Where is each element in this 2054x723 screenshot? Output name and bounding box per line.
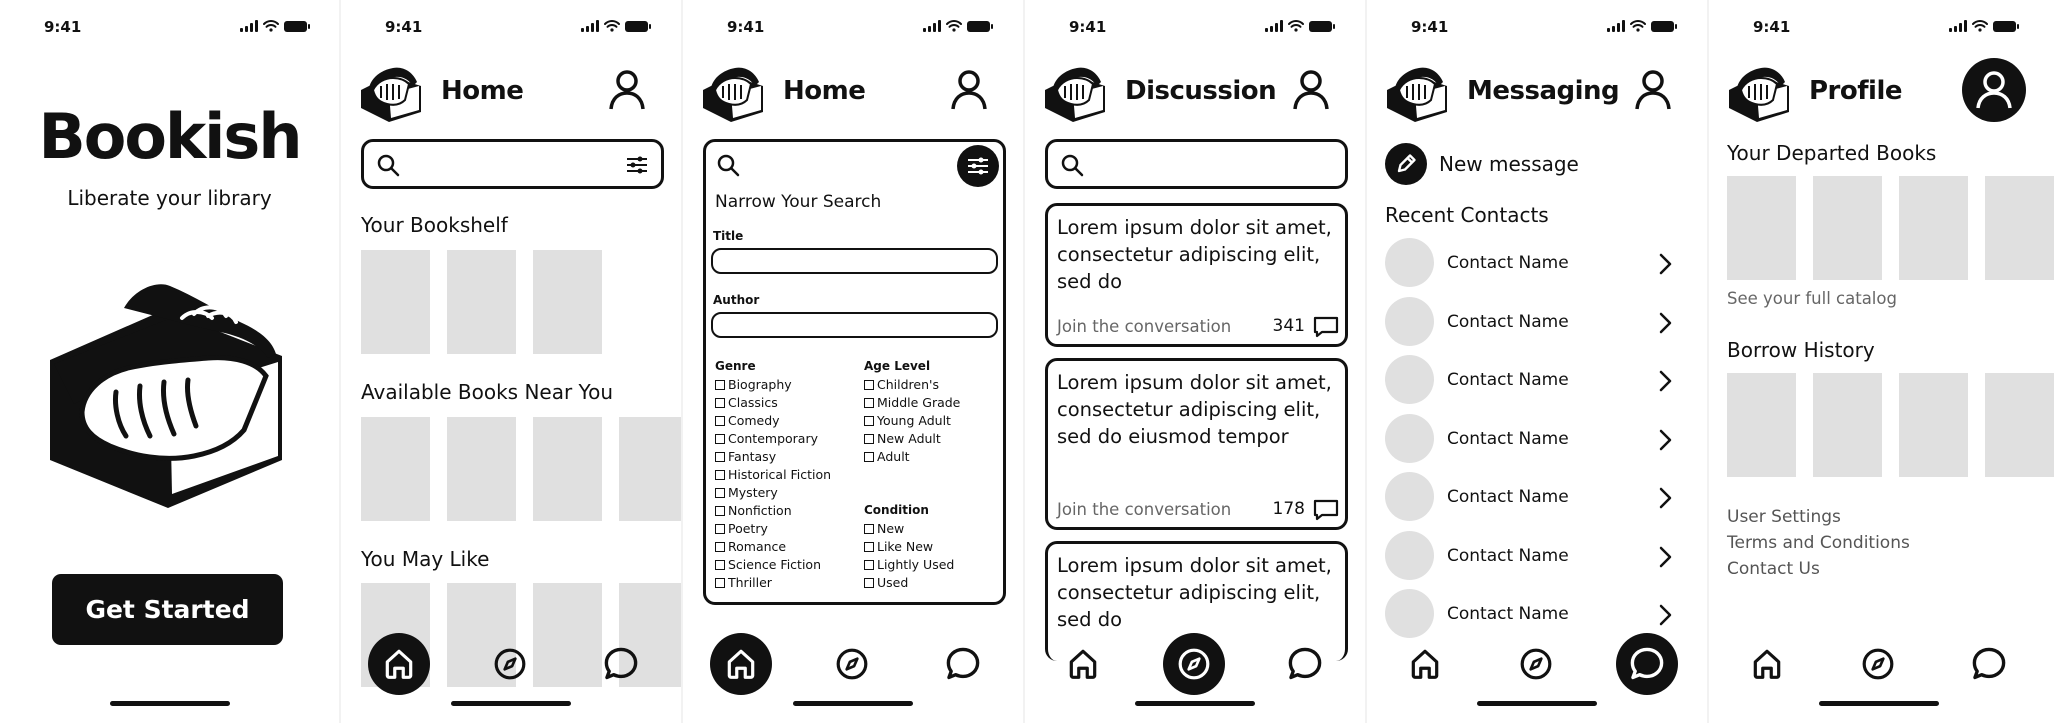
- battery-icon: [1651, 21, 1674, 32]
- profile-icon: [1962, 58, 2026, 122]
- bookshelf-row: [361, 250, 602, 354]
- status-bar: [0, 16, 339, 38]
- nav-explore-button[interactable]: [479, 633, 541, 695]
- avatar: [1385, 238, 1434, 287]
- status-time: 9:41: [1069, 18, 1107, 36]
- profile-icon[interactable]: [946, 66, 992, 112]
- discussion-card[interactable]: [1045, 358, 1348, 530]
- status-time: 9:41: [727, 18, 765, 36]
- page-title: Discussion: [1125, 76, 1277, 106]
- compass-icon: [493, 647, 527, 681]
- checkbox[interactable]: [864, 380, 874, 390]
- checkbox[interactable]: [864, 560, 874, 570]
- checkbox[interactable]: [715, 488, 725, 498]
- new-message-button[interactable]: [1385, 143, 1685, 185]
- join-conversation-link[interactable]: Join the conversation: [1057, 317, 1232, 336]
- may-like-row: [361, 583, 688, 619]
- genre-label: Genre: [715, 359, 756, 373]
- bookish-logo-icon: [1385, 60, 1457, 124]
- chevron-right-icon: [1657, 545, 1673, 569]
- section-title-bookshelf: Your Bookshelf: [361, 213, 508, 237]
- bottom-nav: [1367, 630, 1706, 700]
- nav-explore-button[interactable]: [1505, 633, 1567, 695]
- avatar: [1385, 355, 1434, 404]
- bookish-logo-icon: [701, 60, 773, 124]
- status-time: 9:41: [385, 18, 423, 36]
- filter-toggle-button[interactable]: [957, 145, 999, 187]
- search-icon: [376, 153, 400, 177]
- filter-screen: [683, 0, 1022, 723]
- wifi-icon: [1288, 20, 1304, 32]
- comment-count: 178: [1272, 499, 1305, 519]
- join-conversation-link[interactable]: Join the conversation: [1057, 500, 1232, 519]
- wifi-icon: [1630, 20, 1646, 32]
- checkbox[interactable]: [715, 470, 725, 480]
- checkbox[interactable]: [864, 452, 874, 462]
- avatar: [1385, 472, 1434, 521]
- app-header: [1727, 58, 2030, 126]
- compass-icon: [1519, 647, 1553, 681]
- book-cover[interactable]: [1899, 176, 1968, 280]
- nav-chat-button[interactable]: [1274, 633, 1336, 695]
- departed-books-heading: Your Departed Books: [1727, 141, 1937, 165]
- genre-option[interactable]: Biography: [715, 376, 831, 394]
- discussion-text: Lorem ipsum dolor sit amet, consectetur adipiscing elit, sed do eiusmod tempor: [1057, 371, 1332, 448]
- contact-row[interactable]: [1385, 355, 1687, 405]
- bottom-nav: [683, 630, 1022, 700]
- signal-icon: [923, 20, 941, 32]
- checkbox[interactable]: [715, 506, 725, 516]
- checkbox[interactable]: [864, 578, 874, 588]
- book-cover[interactable]: [361, 250, 430, 354]
- status-icons: [923, 20, 990, 32]
- filter-icon: [966, 154, 990, 178]
- onboarding-screen: [0, 0, 339, 723]
- nav-chat-button[interactable]: [1616, 633, 1678, 695]
- checkbox[interactable]: [715, 524, 725, 534]
- departed-books-row: [1727, 176, 2054, 280]
- pencil-icon: [1385, 143, 1427, 185]
- contact-name: Contact Name: [1447, 253, 1569, 273]
- comment-count: 341: [1272, 316, 1305, 336]
- checkbox[interactable]: [715, 434, 725, 444]
- age-option[interactable]: Middle Grade: [864, 394, 960, 412]
- card-clip: [1025, 541, 1364, 631]
- signal-icon: [581, 20, 599, 32]
- genre-option[interactable]: Science Fiction: [715, 556, 831, 574]
- nearby-row: [361, 417, 688, 521]
- bookish-logo-icon: [359, 60, 431, 124]
- book-cover[interactable]: [1727, 373, 1796, 477]
- page-title: Home: [783, 76, 866, 106]
- messaging-screen: [1367, 0, 1706, 723]
- checkbox[interactable]: [864, 542, 874, 552]
- contact-name: Contact Name: [1447, 429, 1569, 449]
- book-cover[interactable]: [1985, 176, 2054, 280]
- checkbox[interactable]: [715, 452, 725, 462]
- book-hands-illustration: [44, 280, 300, 510]
- message-icon: [1313, 499, 1339, 521]
- nav-home-button[interactable]: [710, 633, 772, 695]
- page-title: Home: [441, 76, 524, 106]
- discussion-text: Lorem ipsum dolor sit amet, consectetur adipiscing elit, sed do: [1057, 554, 1332, 631]
- book-cover[interactable]: [533, 417, 602, 521]
- nav-home-button[interactable]: [1736, 633, 1798, 695]
- chat-icon: [1287, 646, 1323, 682]
- genre-option[interactable]: Nonfiction: [715, 502, 831, 520]
- page-title: Profile: [1809, 76, 1903, 106]
- checkbox[interactable]: [715, 560, 725, 570]
- app-header: [359, 58, 662, 126]
- age-option[interactable]: Children's: [864, 376, 960, 394]
- status-icons: [1607, 20, 1674, 32]
- nav-home-button[interactable]: [1394, 633, 1456, 695]
- search-bar[interactable]: [1045, 139, 1348, 189]
- contact-name: Contact Name: [1447, 604, 1569, 624]
- nav-home-button[interactable]: [1052, 633, 1114, 695]
- settings-links: [1727, 504, 1910, 582]
- checkbox[interactable]: [715, 380, 725, 390]
- avatar: [1385, 531, 1434, 580]
- status-bar: [341, 16, 680, 38]
- bottom-nav: [341, 630, 680, 700]
- checkbox[interactable]: [864, 416, 874, 426]
- profile-icon[interactable]: [604, 66, 650, 112]
- search-bar[interactable]: [361, 139, 664, 189]
- home-indicator: [1819, 701, 1939, 706]
- genre-option[interactable]: Classics: [715, 394, 831, 412]
- checkbox[interactable]: [864, 434, 874, 444]
- discussion-screen: [1025, 0, 1364, 723]
- home-icon: [1750, 647, 1784, 681]
- home-indicator: [1135, 701, 1255, 706]
- genre-option[interactable]: Poetry: [715, 520, 831, 538]
- genre-option[interactable]: Romance: [715, 538, 831, 556]
- contact-row[interactable]: [1385, 297, 1687, 347]
- book-cover[interactable]: [447, 417, 516, 521]
- compass-icon: [835, 647, 869, 681]
- book-cover[interactable]: [361, 417, 430, 521]
- home-icon: [1066, 647, 1100, 681]
- book-cover[interactable]: [1813, 373, 1882, 477]
- status-icons: [1265, 20, 1332, 32]
- search-icon: [1060, 153, 1084, 177]
- profile-button[interactable]: [1962, 58, 2026, 122]
- genre-option[interactable]: Thriller: [715, 574, 831, 592]
- chat-icon: [603, 646, 639, 682]
- contact-row[interactable]: [1385, 472, 1687, 522]
- status-bar: [1709, 16, 2048, 38]
- app-header: [701, 58, 1004, 126]
- app-header: [1385, 58, 1688, 126]
- book-cover[interactable]: [1985, 373, 2054, 477]
- battery-icon: [967, 21, 990, 32]
- status-icons: [581, 20, 648, 32]
- nav-chat-button[interactable]: [1958, 633, 2020, 695]
- app-header: [1043, 58, 1346, 126]
- chevron-right-icon: [1657, 486, 1673, 510]
- age-option[interactable]: New Adult: [864, 430, 960, 448]
- borrow-history-row: [1727, 373, 2054, 477]
- condition-option[interactable]: Like New: [864, 538, 954, 556]
- user-settings-link[interactable]: User Settings: [1727, 507, 1841, 527]
- nav-home-button[interactable]: [368, 633, 430, 695]
- bookish-logo-icon: [1043, 60, 1115, 124]
- filter-heading: Narrow Your Search: [715, 192, 882, 212]
- chat-icon: [945, 646, 981, 682]
- status-bar: [683, 16, 1022, 38]
- nav-explore-button[interactable]: [1163, 633, 1225, 695]
- signal-icon: [240, 20, 258, 32]
- wifi-icon: [604, 20, 620, 32]
- signal-icon: [1265, 20, 1283, 32]
- checkbox[interactable]: [715, 416, 725, 426]
- home-screen: [341, 0, 680, 723]
- compass-icon: [1177, 647, 1211, 681]
- checkbox[interactable]: [864, 524, 874, 534]
- contact-row[interactable]: [1385, 238, 1687, 288]
- filter-icon[interactable]: [625, 153, 649, 177]
- age-level-list: [864, 376, 960, 466]
- section-title-nearby: Available Books Near You: [361, 380, 614, 404]
- nav-chat-button[interactable]: [590, 633, 652, 695]
- checkbox[interactable]: [715, 398, 725, 408]
- battery-icon: [1993, 21, 2016, 32]
- status-time: 9:41: [44, 18, 82, 36]
- title-input[interactable]: [711, 248, 998, 274]
- condition-option[interactable]: New: [864, 520, 954, 538]
- compass-icon: [1861, 647, 1895, 681]
- status-icons: [240, 20, 307, 32]
- get-started-button[interactable]: Get Started: [52, 574, 283, 645]
- home-icon: [724, 647, 758, 681]
- nav-chat-button[interactable]: [932, 633, 994, 695]
- status-bar: [1367, 16, 1706, 38]
- avatar: [1385, 414, 1434, 463]
- home-indicator: [793, 701, 913, 706]
- age-option[interactable]: Young Adult: [864, 412, 960, 430]
- author-label: Author: [713, 293, 760, 307]
- filter-panel: [703, 139, 1006, 605]
- genre-option[interactable]: Historical Fiction: [715, 466, 831, 484]
- profile-screen: [1709, 0, 2048, 723]
- contact-name: Contact Name: [1447, 546, 1569, 566]
- status-icons: [1949, 20, 2016, 32]
- genre-list: [715, 376, 831, 592]
- chat-icon: [1971, 646, 2007, 682]
- home-icon: [382, 647, 416, 681]
- chevron-right-icon: [1657, 428, 1673, 452]
- avatar: [1385, 297, 1434, 346]
- battery-icon: [284, 21, 307, 32]
- borrow-history-heading: Borrow History: [1727, 338, 1875, 362]
- contact-name: Contact Name: [1447, 312, 1569, 332]
- condition-label: Condition: [864, 503, 929, 517]
- battery-icon: [625, 21, 648, 32]
- condition-option[interactable]: Lightly Used: [864, 556, 954, 574]
- chevron-right-icon: [1657, 311, 1673, 335]
- message-icon: [1313, 316, 1339, 338]
- status-bar: [1025, 16, 1364, 38]
- bottom-nav: [1709, 630, 2048, 700]
- age-level-label: Age Level: [864, 359, 931, 373]
- section-title-may-like: You May Like: [361, 547, 490, 571]
- terms-link[interactable]: Terms and Conditions: [1727, 533, 1910, 553]
- full-catalog-link[interactable]: See your full catalog: [1727, 289, 1897, 308]
- wifi-icon: [263, 20, 279, 32]
- age-option[interactable]: Adult: [864, 448, 960, 466]
- brand-title: Bookish: [38, 100, 301, 173]
- contact-clip: [1367, 589, 1706, 624]
- condition-option[interactable]: Used: [864, 574, 954, 592]
- checkbox[interactable]: [864, 398, 874, 408]
- chevron-right-icon: [1657, 369, 1673, 393]
- new-message-label: New message: [1439, 152, 1579, 176]
- battery-icon: [1309, 21, 1332, 32]
- contact-name: Contact Name: [1447, 487, 1569, 507]
- discussion-text: Lorem ipsum dolor sit amet, consectetur adipiscing elit, sed do: [1057, 216, 1332, 293]
- home-indicator: [110, 701, 230, 706]
- bottom-nav: [1025, 630, 1364, 700]
- checkbox[interactable]: [715, 578, 725, 588]
- book-cover[interactable]: [1899, 373, 1968, 477]
- recent-contacts-heading: Recent Contacts: [1385, 203, 1549, 227]
- bookish-logo-icon: [1727, 60, 1799, 124]
- status-time: 9:41: [1753, 18, 1791, 36]
- book-cover[interactable]: [1813, 176, 1882, 280]
- contact-us-link[interactable]: Contact Us: [1727, 559, 1820, 579]
- status-time: 9:41: [1411, 18, 1449, 36]
- genre-option[interactable]: Fantasy: [715, 448, 831, 466]
- tagline: Liberate your library: [67, 186, 272, 210]
- search-icon: [716, 153, 740, 177]
- chevron-right-icon: [1657, 603, 1673, 627]
- book-cover[interactable]: [619, 417, 688, 521]
- discussion-card[interactable]: [1045, 203, 1348, 347]
- nav-explore-button[interactable]: [1847, 633, 1909, 695]
- chat-icon: [1629, 646, 1665, 682]
- page-title: Messaging: [1467, 76, 1620, 106]
- book-cover[interactable]: [447, 250, 516, 354]
- profile-icon[interactable]: [1288, 66, 1334, 112]
- home-indicator: [1477, 701, 1597, 706]
- genre-option[interactable]: Mystery: [715, 484, 831, 502]
- contact-row[interactable]: [1385, 531, 1687, 581]
- genre-option[interactable]: Contemporary: [715, 430, 831, 448]
- nav-explore-button[interactable]: [821, 633, 883, 695]
- checkbox[interactable]: [715, 542, 725, 552]
- book-cover[interactable]: [1727, 176, 1796, 280]
- signal-icon: [1949, 20, 1967, 32]
- author-input[interactable]: [711, 312, 998, 338]
- contact-name: Contact Name: [1447, 370, 1569, 390]
- wifi-icon: [1972, 20, 1988, 32]
- condition-list: [864, 520, 954, 592]
- genre-option[interactable]: Comedy: [715, 412, 831, 430]
- home-icon: [1408, 647, 1442, 681]
- profile-icon[interactable]: [1630, 66, 1676, 112]
- home-indicator: [451, 701, 571, 706]
- signal-icon: [1607, 20, 1625, 32]
- book-cover[interactable]: [533, 250, 602, 354]
- chevron-right-icon: [1657, 252, 1673, 276]
- wifi-icon: [946, 20, 962, 32]
- title-label: Title: [713, 229, 744, 243]
- contact-row[interactable]: [1385, 414, 1687, 464]
